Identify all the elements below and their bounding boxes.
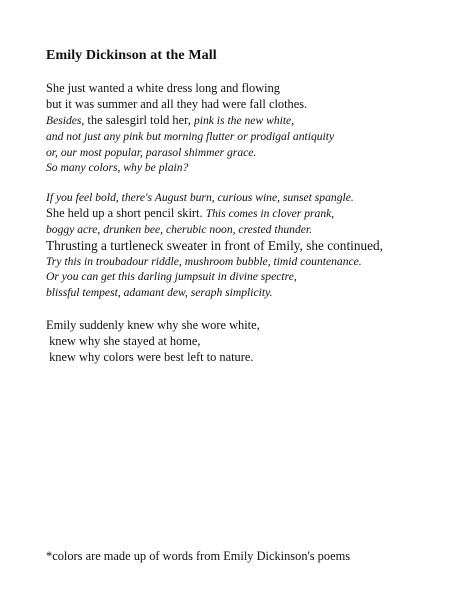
poem-line: She just wanted a white dress long and flowing — [46, 81, 281, 95]
poem-line: knew why colors were best left to nature. — [46, 349, 254, 364]
poem-title: Emily Dickinson at the Mall — [46, 48, 217, 63]
poem-line: and not just any pink but morning flutter or prodigal antiquity — [46, 129, 335, 143]
poem-line: If you feel bold, there's August burn, curious wine, sunset spangle. — [46, 191, 354, 204]
roman-text: She held up a short pencil skirt. — [46, 205, 206, 220]
stanza-3 — [46, 318, 260, 366]
roman-text: the salesgirl told her, — [84, 112, 194, 127]
italic-text: This comes in clover prank, — [205, 206, 335, 220]
footnote: *colors are made up of words from Emily Dickinson's poems — [46, 549, 351, 563]
italic-text: Besides, — [46, 113, 85, 127]
poem-line — [46, 206, 383, 222]
poem-line: Or you can get this darling jumpsuit in divine spectre, — [46, 270, 297, 284]
poem-line: or, our most popular, parasol shimmer grace. — [46, 145, 257, 159]
stanza-2 — [46, 190, 383, 301]
poem-line: Emily suddenly knew why she wore white, — [46, 318, 260, 332]
stanza-1 — [46, 81, 334, 176]
poem-line: So many colors, why be plain? — [46, 161, 189, 175]
italic-text: pink is the new white, — [193, 113, 295, 127]
poem-line: but it was summer and all they had were fall clothes. — [46, 96, 308, 111]
poem-line: Thrusting a turtleneck sweater in front of Emily, she continued, — [46, 237, 384, 253]
poem-line: knew why she stayed at home, — [46, 333, 201, 348]
poem-line: Try this in troubadour riddle, mushroom bubble, timid countenance. — [46, 254, 362, 268]
poem-line — [46, 113, 334, 129]
poem-line: boggy acre, drunken bee, cherubic noon, crested thunder. — [46, 222, 313, 236]
poem-line: blissful tempest, adamant dew, seraph simplicity. — [46, 286, 273, 300]
